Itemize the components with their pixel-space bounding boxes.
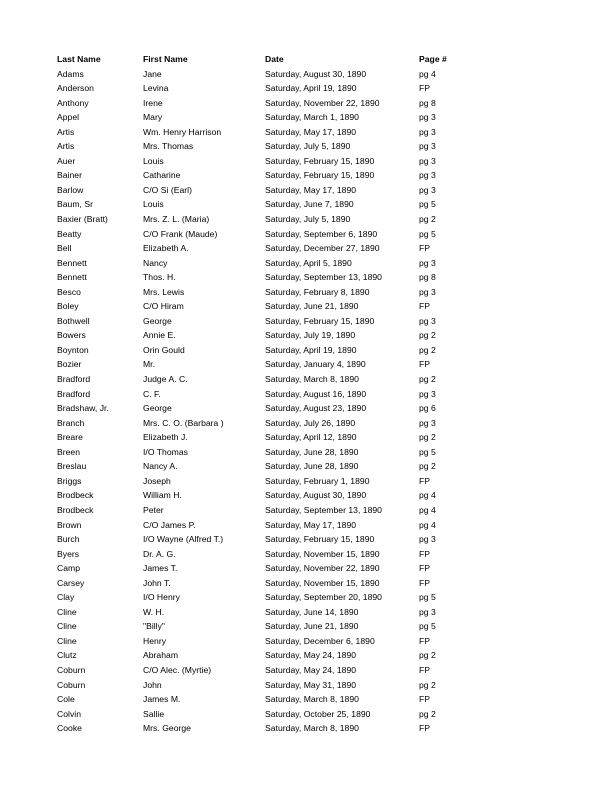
table-row [57, 139, 557, 154]
table-row [57, 227, 557, 242]
cell-last-name: Boynton [57, 344, 89, 355]
cell-first-name: George [143, 315, 172, 326]
cell-first-name: I/O Henry [143, 592, 180, 603]
cell-date: Saturday, November 22, 1890 [265, 97, 380, 108]
cell-first-name: Mrs. Thomas [143, 141, 194, 152]
cell-date: Saturday, July 26, 1890 [265, 417, 356, 428]
table-row [57, 387, 557, 402]
table-row [57, 67, 557, 82]
cell-page: pg 8 [419, 272, 436, 283]
cell-date: Saturday, April 12, 1890 [265, 432, 357, 443]
cell-first-name: Mr. [143, 359, 155, 370]
table-row [57, 110, 557, 125]
cell-page: FP [419, 723, 431, 734]
cell-page: pg 2 [419, 214, 436, 225]
table-row [57, 372, 557, 387]
cell-last-name: Anthony [57, 97, 89, 108]
table-row [57, 285, 557, 300]
cell-last-name: Cooke [57, 723, 82, 734]
cell-date: Saturday, November 15, 1890 [265, 548, 380, 559]
cell-last-name: Artis [57, 141, 75, 152]
cell-first-name: Peter [143, 504, 164, 515]
table-row [57, 328, 557, 343]
cell-date: Saturday, February 15, 1890 [265, 170, 375, 181]
cell-last-name: Cline [57, 635, 77, 646]
cell-last-name: Barlow [57, 184, 84, 195]
table-row [57, 357, 557, 372]
cell-date: Saturday, November 15, 1890 [265, 577, 380, 588]
cell-last-name: Clay [57, 592, 75, 603]
cell-last-name: Byers [57, 548, 80, 559]
cell-page: FP [419, 359, 431, 370]
cell-last-name: Baum, Sr [57, 199, 93, 210]
cell-last-name: Bennett [57, 257, 87, 268]
table-row [57, 314, 557, 329]
column-header-date: Date [265, 54, 284, 64]
cell-page: pg 4 [419, 504, 436, 515]
cell-first-name: Annie E. [143, 330, 176, 341]
table-row [57, 430, 557, 445]
cell-last-name: Baxier (Bratt) [57, 214, 108, 225]
table-row [57, 445, 557, 460]
cell-first-name: Abraham [143, 650, 179, 661]
table-row [57, 241, 557, 256]
cell-page: pg 2 [419, 650, 436, 661]
cell-date: Saturday, June 28, 1890 [265, 461, 359, 472]
cell-date: Saturday, October 25, 1890 [265, 708, 371, 719]
cell-page: pg 3 [419, 388, 436, 399]
cell-date: Saturday, June 14, 1890 [265, 606, 359, 617]
cell-last-name: Appel [57, 112, 80, 123]
cell-first-name: James M. [143, 694, 181, 705]
cell-first-name: C/O James P. [143, 519, 196, 530]
table-row [57, 648, 557, 663]
cell-date: Saturday, September 6, 1890 [265, 228, 378, 239]
table-row [57, 96, 557, 111]
cell-first-name: Henry [143, 635, 167, 646]
cell-last-name: Brown [57, 519, 82, 530]
cell-date: Saturday, August 23, 1890 [265, 403, 367, 414]
cell-last-name: Auer [57, 155, 76, 166]
cell-date: Saturday, June 21, 1890 [265, 621, 359, 632]
cell-last-name: Camp [57, 563, 81, 574]
cell-page: pg 3 [419, 606, 436, 617]
table-row [57, 125, 557, 140]
cell-first-name: Mrs. George [143, 723, 191, 734]
cell-last-name: Beatty [57, 228, 82, 239]
cell-first-name: Elizabeth A. [143, 243, 189, 254]
table-row [57, 605, 557, 620]
cell-first-name: George [143, 403, 172, 414]
cell-last-name: Breare [57, 432, 83, 443]
table-row [57, 299, 557, 314]
cell-first-name: Nancy [143, 257, 168, 268]
cell-page: FP [419, 548, 431, 559]
cell-page: pg 3 [419, 417, 436, 428]
cell-page: pg 3 [419, 534, 436, 545]
cell-last-name: Bradford [57, 374, 91, 385]
table-row [57, 634, 557, 649]
cell-last-name: Adams [57, 68, 84, 79]
cell-first-name: John T. [143, 577, 171, 588]
cell-last-name: Carsey [57, 577, 85, 588]
cell-page: pg 5 [419, 621, 436, 632]
table-row [57, 183, 557, 198]
cell-last-name: Breen [57, 446, 81, 457]
table-row [57, 590, 557, 605]
cell-page: pg 3 [419, 155, 436, 166]
cell-first-name: Judge A. C. [143, 374, 188, 385]
cell-date: Saturday, February 8, 1890 [265, 286, 370, 297]
cell-first-name: "Billy" [143, 621, 165, 632]
cell-first-name: Elizabeth J. [143, 432, 188, 443]
cell-page: pg 3 [419, 286, 436, 297]
cell-date: Saturday, July 19, 1890 [265, 330, 356, 341]
cell-last-name: Burch [57, 534, 80, 545]
table-row [57, 343, 557, 358]
cell-page: pg 4 [419, 519, 436, 530]
cell-first-name: James T. [143, 563, 178, 574]
cell-page: FP [419, 83, 431, 94]
cell-first-name: Mrs. C. O. (Barbara ) [143, 417, 224, 428]
table-row [57, 518, 557, 533]
cell-first-name: Catharine [143, 170, 181, 181]
cell-date: Saturday, July 5, 1890 [265, 214, 351, 225]
cell-page: pg 2 [419, 344, 436, 355]
cell-date: Saturday, September 20, 1890 [265, 592, 382, 603]
cell-page: pg 3 [419, 315, 436, 326]
table-row [57, 401, 557, 416]
cell-last-name: Cole [57, 694, 75, 705]
cell-date: Saturday, May 17, 1890 [265, 126, 357, 137]
table-row [57, 270, 557, 285]
cell-page: pg 5 [419, 199, 436, 210]
table-row [57, 561, 557, 576]
table-row [57, 459, 557, 474]
cell-page: FP [419, 243, 431, 254]
cell-first-name: Louis [143, 155, 164, 166]
table-header-row [57, 52, 557, 67]
cell-first-name: Jane [143, 68, 162, 79]
cell-last-name: Briggs [57, 475, 82, 486]
table-row [57, 503, 557, 518]
table-row [57, 256, 557, 271]
table-row [57, 678, 557, 693]
cell-page: pg 3 [419, 126, 436, 137]
cell-last-name: Brodbeck [57, 504, 94, 515]
cell-page: FP [419, 563, 431, 574]
cell-date: Saturday, June 7, 1890 [265, 199, 354, 210]
cell-page: FP [419, 664, 431, 675]
cell-first-name: C/O Frank (Maude) [143, 228, 218, 239]
cell-first-name: Joseph [143, 475, 171, 486]
table-row [57, 547, 557, 562]
table-row [57, 154, 557, 169]
cell-first-name: Levina [143, 83, 169, 94]
table-row [57, 619, 557, 634]
cell-date: Saturday, June 21, 1890 [265, 301, 359, 312]
cell-page: pg 2 [419, 374, 436, 385]
cell-page: pg 5 [419, 592, 436, 603]
table-row [57, 721, 557, 736]
cell-last-name: Brodbeck [57, 490, 94, 501]
cell-page: FP [419, 635, 431, 646]
cell-page: pg 6 [419, 403, 436, 414]
cell-date: Saturday, February 15, 1890 [265, 534, 375, 545]
cell-date: Saturday, February 1, 1890 [265, 475, 370, 486]
cell-date: Saturday, August 16, 1890 [265, 388, 367, 399]
table-row [57, 576, 557, 591]
cell-last-name: Bennett [57, 272, 87, 283]
cell-first-name: Dr. A. G. [143, 548, 176, 559]
obituary-index-table [57, 52, 557, 736]
cell-page: FP [419, 301, 431, 312]
cell-page: FP [419, 577, 431, 588]
cell-last-name: Boley [57, 301, 79, 312]
table-row [57, 707, 557, 722]
cell-first-name: Mrs. Z. L. (Maria) [143, 214, 210, 225]
cell-date: Saturday, January 4, 1890 [265, 359, 366, 370]
cell-last-name: Anderson [57, 83, 94, 94]
cell-date: Saturday, September 13, 1890 [265, 272, 382, 283]
cell-date: Saturday, May 24, 1890 [265, 650, 357, 661]
cell-last-name: Cline [57, 606, 77, 617]
table-row [57, 488, 557, 503]
cell-page: pg 2 [419, 461, 436, 472]
cell-date: Saturday, March 8, 1890 [265, 723, 359, 734]
cell-first-name: C/O Hiram [143, 301, 184, 312]
cell-first-name: Thos. H. [143, 272, 176, 283]
cell-first-name: John [143, 679, 162, 690]
cell-page: pg 3 [419, 170, 436, 181]
cell-first-name: Mrs. Lewis [143, 286, 185, 297]
cell-date: Saturday, May 17, 1890 [265, 519, 357, 530]
table-row [57, 532, 557, 547]
cell-date: Saturday, May 31, 1890 [265, 679, 357, 690]
cell-date: Saturday, February 15, 1890 [265, 155, 375, 166]
table-row [57, 416, 557, 431]
cell-page: pg 3 [419, 257, 436, 268]
table-row [57, 81, 557, 96]
cell-last-name: Branch [57, 417, 85, 428]
cell-date: Saturday, April 19, 1890 [265, 83, 357, 94]
cell-first-name: C/O Alec. (Myrtie) [143, 664, 212, 675]
cell-first-name: Sallie [143, 708, 165, 719]
table-body [57, 67, 557, 736]
cell-date: Saturday, April 5, 1890 [265, 257, 352, 268]
cell-date: Saturday, March 8, 1890 [265, 694, 359, 705]
cell-last-name: Besco [57, 286, 81, 297]
cell-first-name: I/O Thomas [143, 446, 188, 457]
cell-last-name: Colvin [57, 708, 82, 719]
cell-last-name: Bozier [57, 359, 82, 370]
cell-first-name: Louis [143, 199, 164, 210]
table-row [57, 168, 557, 183]
cell-last-name: Bainer [57, 170, 82, 181]
cell-date: Saturday, August 30, 1890 [265, 68, 367, 79]
cell-last-name: Clutz [57, 650, 77, 661]
cell-page: pg 2 [419, 708, 436, 719]
cell-date: Saturday, February 15, 1890 [265, 315, 375, 326]
cell-date: Saturday, April 19, 1890 [265, 344, 357, 355]
cell-last-name: Bradshaw, Jr. [57, 403, 109, 414]
cell-page: pg 2 [419, 330, 436, 341]
cell-page: FP [419, 475, 431, 486]
cell-last-name: Bowers [57, 330, 86, 341]
cell-page: pg 3 [419, 184, 436, 195]
cell-date: Saturday, March 8, 1890 [265, 374, 359, 385]
cell-last-name: Coburn [57, 679, 86, 690]
cell-last-name: Cline [57, 621, 77, 632]
cell-first-name: Irene [143, 97, 163, 108]
column-header-page: Page # [419, 54, 447, 64]
cell-page: pg 3 [419, 112, 436, 123]
cell-page: pg 5 [419, 228, 436, 239]
cell-first-name: Wm. Henry Harrison [143, 126, 222, 137]
cell-date: Saturday, September 13, 1890 [265, 504, 382, 515]
cell-last-name: Coburn [57, 664, 86, 675]
table-row [57, 212, 557, 227]
cell-first-name: Orin Gould [143, 344, 185, 355]
cell-date: Saturday, August 30, 1890 [265, 490, 367, 501]
cell-first-name: C. F. [143, 388, 161, 399]
cell-page: pg 4 [419, 490, 436, 501]
cell-last-name: Breslau [57, 461, 87, 472]
cell-date: Saturday, July 5, 1890 [265, 141, 351, 152]
table-row [57, 474, 557, 489]
cell-page: pg 3 [419, 141, 436, 152]
cell-first-name: I/O Wayne (Alfred T.) [143, 534, 224, 545]
cell-page: pg 5 [419, 446, 436, 457]
column-header-first-name: First Name [143, 54, 188, 64]
cell-last-name: Bell [57, 243, 72, 254]
cell-last-name: Bradford [57, 388, 91, 399]
cell-first-name: C/O Si (Earl) [143, 184, 192, 195]
cell-date: Saturday, November 22, 1890 [265, 563, 380, 574]
cell-date: Saturday, May 17, 1890 [265, 184, 357, 195]
table-row [57, 197, 557, 212]
cell-date: Saturday, May 24, 1890 [265, 664, 357, 675]
column-header-last-name: Last Name [57, 54, 101, 64]
cell-page: pg 2 [419, 432, 436, 443]
cell-page: pg 2 [419, 679, 436, 690]
cell-date: Saturday, December 27, 1890 [265, 243, 380, 254]
cell-first-name: William H. [143, 490, 182, 501]
cell-page: pg 8 [419, 97, 436, 108]
cell-last-name: Artis [57, 126, 75, 137]
cell-page: FP [419, 694, 431, 705]
cell-first-name: Nancy A. [143, 461, 178, 472]
cell-date: Saturday, June 28, 1890 [265, 446, 359, 457]
cell-first-name: W. H. [143, 606, 165, 617]
cell-date: Saturday, March 1, 1890 [265, 112, 359, 123]
cell-date: Saturday, December 6, 1890 [265, 635, 375, 646]
table-row [57, 692, 557, 707]
table-row [57, 663, 557, 678]
cell-first-name: Mary [143, 112, 163, 123]
cell-page: pg 4 [419, 68, 436, 79]
cell-last-name: Bothwell [57, 315, 90, 326]
